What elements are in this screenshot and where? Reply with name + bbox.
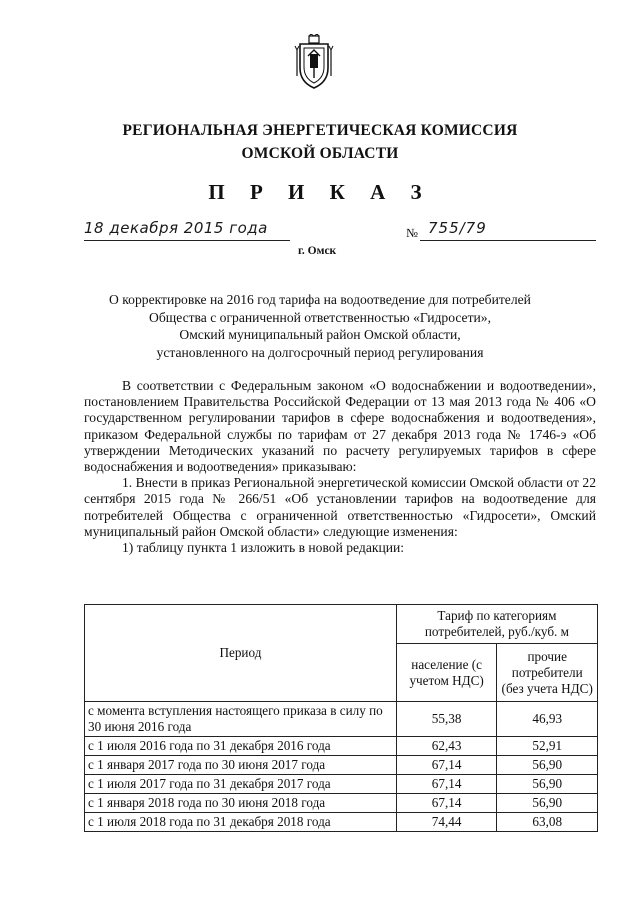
coat-of-arms-icon [294,34,334,90]
body-paragraph: 1. Внести в приказ Региональной энергетической комиссии Омской области от 22 сентября 2015 года № 266/51 «Об установлении тарифов на водоотведение для потребителей Общества с ограниченной ответственностью «Гидросети», Омский муниципальный район Омской области» следующие изменения: [84,475,596,539]
document-type-title: П Р И К А З [208,180,432,204]
table-row [85,813,598,832]
row-other: 56,90 [497,756,598,775]
handwritten-number: 755/79 [428,219,487,237]
row-period: с 1 января 2018 года по 30 июня 2018 года [85,794,397,813]
table-row [85,702,598,737]
handwritten-date: 18 декабря 2015 года [84,219,268,237]
row-other: 46,93 [497,702,598,737]
header-population: население (с учетом НДС) [396,644,497,702]
subject-line: О корректировке на 2016 год тарифа на водоотведение для потребителей [109,292,531,307]
number-sign: № [406,226,418,240]
date-underline [84,240,290,241]
row-population: 62,43 [396,737,497,756]
header-other: прочие потребители (без учета НДС) [497,644,598,702]
org-name-line2: ОМСКОЙ ОБЛАСТИ [241,145,399,162]
city-label: г. Омск [298,245,337,257]
row-period: с момента вступления настоящего приказа в силу по 30 июня 2016 года [85,702,397,737]
header-tariff: Тариф по категориям потребителей, руб./куб. м [396,605,597,644]
row-period: с 1 июля 2016 года по 31 декабря 2016 года [85,737,397,756]
row-other: 63,08 [497,813,598,832]
row-other: 52,91 [497,737,598,756]
row-period: с 1 июля 2018 года по 31 декабря 2018 года [85,813,397,832]
subject-line: Общества с ограниченной ответственностью «Гидросети», [149,309,491,325]
row-population: 67,14 [396,775,497,794]
row-other: 56,90 [497,794,598,813]
order-subject [60,291,580,361]
tariff-table [84,604,598,832]
order-body [84,378,596,556]
header-period: Период [85,605,397,702]
row-period: с 1 июля 2017 года по 31 декабря 2017 года [85,775,397,794]
table-header-row [85,605,598,644]
table-row [85,756,598,775]
org-name-line1: РЕГИОНАЛЬНАЯ ЭНЕРГЕТИЧЕСКАЯ КОМИССИЯ [122,122,518,139]
row-period: с 1 января 2017 года по 30 июня 2017 года [85,756,397,775]
table-row [85,775,598,794]
table-row [85,737,598,756]
row-population: 55,38 [396,702,497,737]
number-underline [420,240,596,241]
row-population: 74,44 [396,813,497,832]
body-paragraph: 1) таблицу пункта 1 изложить в новой редакции: [122,540,405,556]
subject-line: установленного на долгосрочный период регулирования [156,344,484,360]
subject-line: Омский муниципальный район Омской области, [179,327,461,342]
row-population: 67,14 [396,756,497,775]
row-other: 56,90 [497,775,598,794]
body-paragraph: В соответствии с Федеральным законом «О водоснабжении и водоотведении», постановлением Правительства Российской Федерации от 13 мая 2013 года № 406 «О государственном регулировании тарифов в сфере водоснабжения и водоотведения», приказом Федеральной службы по тарифам от 27 декабря 2013 года № 1746-э «Об утверждении Методических указаний по расчету регулируемых тарифов в сфере водоснабжения и водоотведения» приказываю: [84,378,596,475]
table-row [85,794,598,813]
row-population: 67,14 [396,794,497,813]
